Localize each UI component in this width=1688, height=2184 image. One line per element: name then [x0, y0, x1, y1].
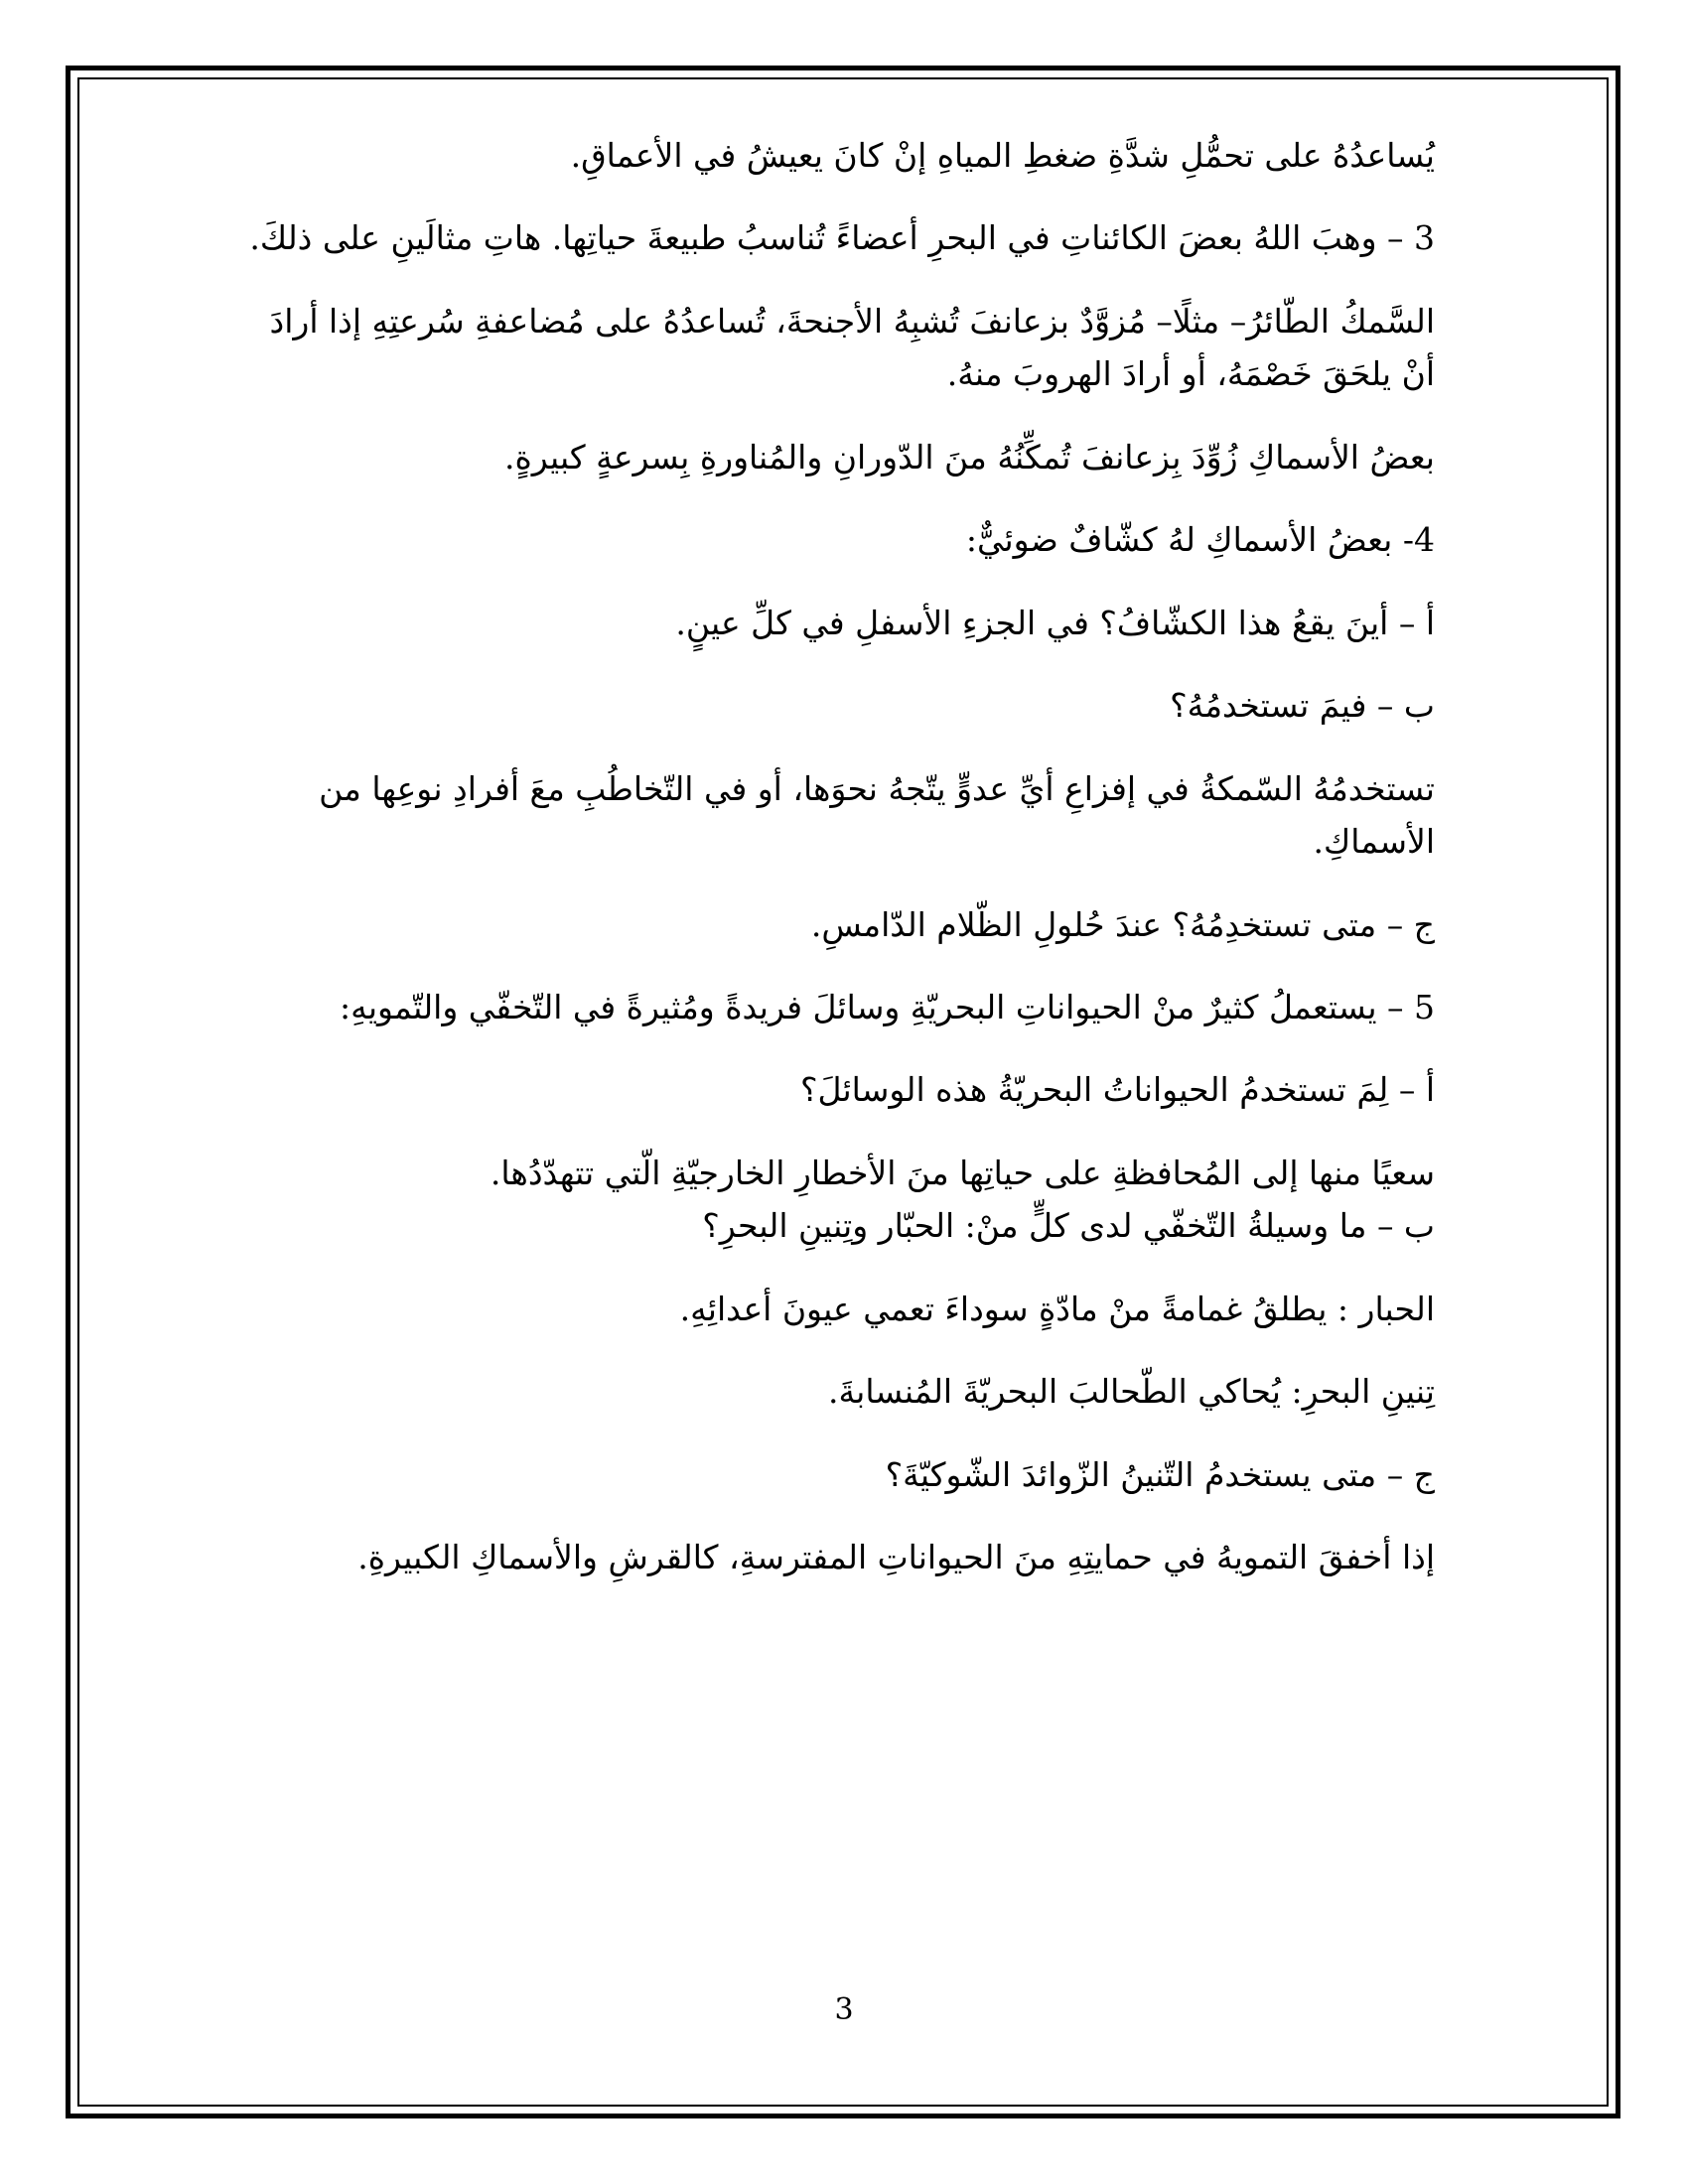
- question-5: 5 – يستعملُ كثيرٌ منْ الحيواناتِ البحريّةِ وسائلَ فريدةً ومُثيرةً في التّخفّي والتّمويهِ:: [340, 987, 1435, 1026]
- page-number: 3: [834, 1992, 854, 2027]
- answer-squid: الحبار : يطلقُ غمامةً منْ مادّةٍ سوداءَ تعمي عيونَ أعدائِهِ.: [679, 1289, 1435, 1328]
- question-4b: ب – فيمَ تستخدمُهُ؟: [1170, 686, 1435, 726]
- answer-4b: تستخدمُهُ السّمكةُ في إفزاعِ أيِّ عدوٍّ يتّجهُ نحوَها، أو في التّخاطُبِ معَ أفرادِ نوعِها من الأسماكِ.: [319, 768, 1435, 862]
- question-5b: ب – ما وسيلةُ التّخفّي لدى كلٍّ منْ: الحبّار وتِنينِ البحرِ؟: [702, 1206, 1435, 1246]
- question-4c: ج – متى تستخدِمُهُ؟ عندَ حُلولِ الظّلام الدّامسِ.: [810, 904, 1435, 944]
- question-5a: أ – لِمَ تستخدمُ الحيواناتُ البحريّةُ هذه الوسائلَ؟: [799, 1070, 1435, 1110]
- question-3: 3 – وهبَ اللهُ بعضَ الكائناتِ في البحرِ أعضاءً تُناسبُ طبيعةَ حياتِها. هاتِ مثالَينِ على ذلكَ.: [249, 218, 1435, 258]
- answer-sea-dragon: تِنينِ البحرِ: يُحاكي الطّحالبَ البحريّةَ المُنسابةَ.: [827, 1372, 1435, 1412]
- question-4a: أ – أينَ يقعُ هذا الكشّافُ؟ في الجزءِ الأسفلِ في كلِّ عينٍ.: [675, 603, 1435, 642]
- paragraph-pressure: يُساعدُهُ على تحمُّلِ شدَّةِ ضغطِ المياهِ إنْ كانَ يعيشُ في الأعماقِ.: [570, 136, 1435, 175]
- question-5c: ج – متى يستخدمُ التّنينُ الزّوائدَ الشّوكيّةَ؟: [885, 1454, 1435, 1494]
- answer-5a: سعيًا منها إلى المُحافظةِ على حياتِها منَ الأخطارِ الخارجيّةِ الّتي تتهدّدُها.: [490, 1153, 1435, 1192]
- question-4: 4- بعضُ الأسماكِ لهُ كشّافٌ ضوئيٌّ:: [965, 520, 1435, 560]
- answer-flying-fish: السَّمكُ الطّائرُ– مثلًا– مُزوَّدٌ بزعانفَ تُشبِهُ الأجنحةَ، تُساعدُهُ على مُضاعفةِ سُرعتِهِ إذا أرادَ أنْ يلحَقَ خَصْمَهُ، أو أرادَ الهروبَ منهُ.: [269, 301, 1435, 394]
- document-body: [228, 129, 1435, 1614]
- answer-5c: إذا أخفقَ التمويهُ في حمايتِهِ منَ الحيواناتِ المفترسةِ، كالقرشِ والأسماكِ الكبيرةِ.: [357, 1538, 1435, 1577]
- answer-fins-maneuver: بعضُ الأسماكِ زُوِّدَ بِزعانفَ تُمكِّنُهُ منَ الدّورانِ والمُناورةِ بِسرعةٍ كبيرةٍ.: [504, 437, 1435, 477]
